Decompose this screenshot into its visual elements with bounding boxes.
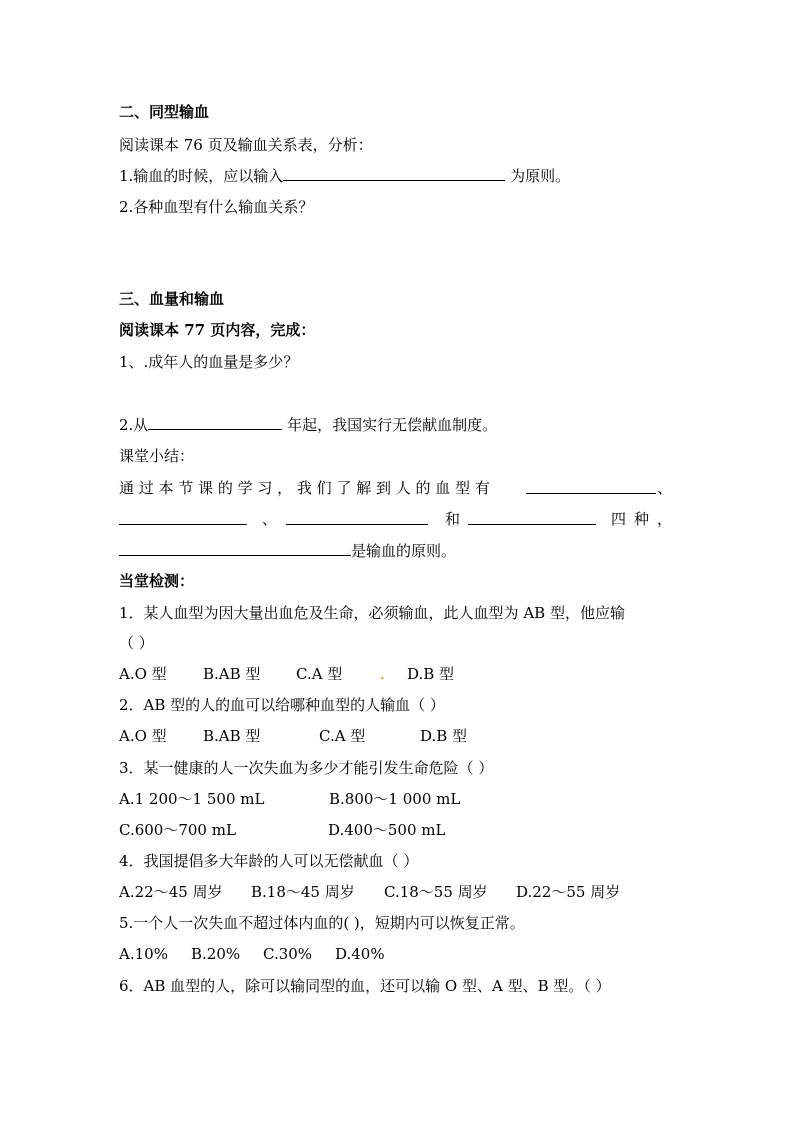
quiz-2-option-b[interactable]: B.AB 型: [203, 727, 261, 745]
section-3-question-1: 1、.成年人的血量是多少？: [119, 353, 299, 371]
quiz-5-option-c[interactable]: C.30%: [263, 945, 313, 963]
section-3-question-2: [119, 414, 497, 434]
quiz-2-option-c[interactable]: C.A 型: [319, 727, 366, 745]
answer-blank[interactable]: [468, 509, 596, 525]
summary-line-3: [119, 540, 456, 560]
quiz-question-4: 4．我国提倡多大年龄的人可以无偿献血（ ）: [119, 852, 419, 870]
summary-text: 种: [634, 510, 650, 528]
quiz-4-option-b[interactable]: B.18～45 周岁: [251, 883, 355, 901]
quiz-2-option-d[interactable]: D.B 型: [420, 727, 468, 745]
quiz-4-option-c[interactable]: C.18～55 周岁: [384, 883, 488, 901]
quiz-1-option-d[interactable]: D.B 型: [407, 665, 455, 683]
section-3-heading: 三、血量和输血: [119, 290, 225, 308]
question-text: 为原则。: [505, 167, 571, 185]
quiz-question-3: 3．某一健康的人一次失血为多少才能引发生命危险（ ）: [119, 759, 494, 777]
quiz-question-1: 1．某人血型为因大量出血危及生命，必须输血，此人血型为 AB 型，他应输: [119, 604, 625, 622]
quiz-question-2: 2．AB 型的人的血可以给哪种血型的人输血（ ）: [119, 696, 445, 714]
answer-blank[interactable]: [119, 540, 351, 556]
question-text: 年起，我国实行无偿献血制度。: [282, 416, 498, 434]
summary-separator: ，: [657, 510, 673, 528]
summary-separator: 、: [657, 479, 673, 497]
stray-dot: .: [380, 665, 385, 683]
quiz-question-1-paren: （ ）: [119, 634, 154, 652]
quiz-2-option-a[interactable]: A.O 型: [119, 727, 167, 745]
summary-text: 四: [611, 510, 627, 528]
section-2-heading: 二、同型输血: [119, 103, 210, 121]
quiz-1-option-b[interactable]: B.AB 型: [203, 665, 261, 683]
answer-blank[interactable]: [526, 478, 656, 494]
quiz-question-5: 5.一个人一次失血不超过体内血的( )，短期内可以恢复正常。: [119, 914, 525, 932]
question-text: 1.输血的时候，应以输入: [119, 167, 284, 185]
quiz-5-option-b[interactable]: B.20%: [191, 945, 241, 963]
answer-blank[interactable]: [119, 509, 247, 525]
section-2-question-2: 2.各种血型有什么输血关系？: [119, 198, 314, 216]
summary-line-1: 通 过 本 节 课 的 学 习 ， 我 们 了 解 到 人 的 血 型 有: [119, 479, 490, 497]
answer-blank[interactable]: [283, 165, 505, 181]
quiz-1-option-c[interactable]: C.A 型: [296, 665, 343, 683]
quiz-5-option-d[interactable]: D.40%: [335, 945, 385, 963]
quiz-4-option-a[interactable]: A.22～45 周岁: [119, 883, 223, 901]
answer-blank[interactable]: [286, 509, 428, 525]
quiz-3-option-b[interactable]: B.800～1 000 mL: [329, 790, 461, 808]
quiz-5-option-a[interactable]: A.10%: [119, 945, 168, 963]
quiz-label: 当堂检测：: [119, 572, 195, 590]
summary-label: 课堂小结：: [119, 447, 195, 465]
question-text: 2.从: [119, 416, 149, 434]
quiz-3-option-a[interactable]: A.1 200～1 500 mL: [119, 790, 265, 808]
summary-separator: 、: [262, 510, 278, 528]
section-2-question-1: [119, 165, 570, 185]
section-2-intro: 阅读课本 76 页及输血关系表，分析：: [119, 136, 373, 154]
summary-text: 是输血的原则。: [351, 542, 457, 560]
quiz-3-option-c[interactable]: C.600～700 mL: [119, 821, 236, 839]
answer-blank[interactable]: [148, 414, 282, 430]
section-3-intro: 阅读课本 77 页内容，完成：: [119, 321, 316, 339]
quiz-4-option-d[interactable]: D.22～55 周岁: [516, 883, 621, 901]
summary-separator: 和: [445, 510, 461, 528]
quiz-1-option-a[interactable]: A.O 型: [119, 665, 167, 683]
quiz-question-6: 6．AB 血型的人，除可以输同型的血，还可以输 O 型、A 型、B 型。（ ）: [119, 977, 611, 995]
quiz-3-option-d[interactable]: D.400～500 mL: [328, 821, 446, 839]
